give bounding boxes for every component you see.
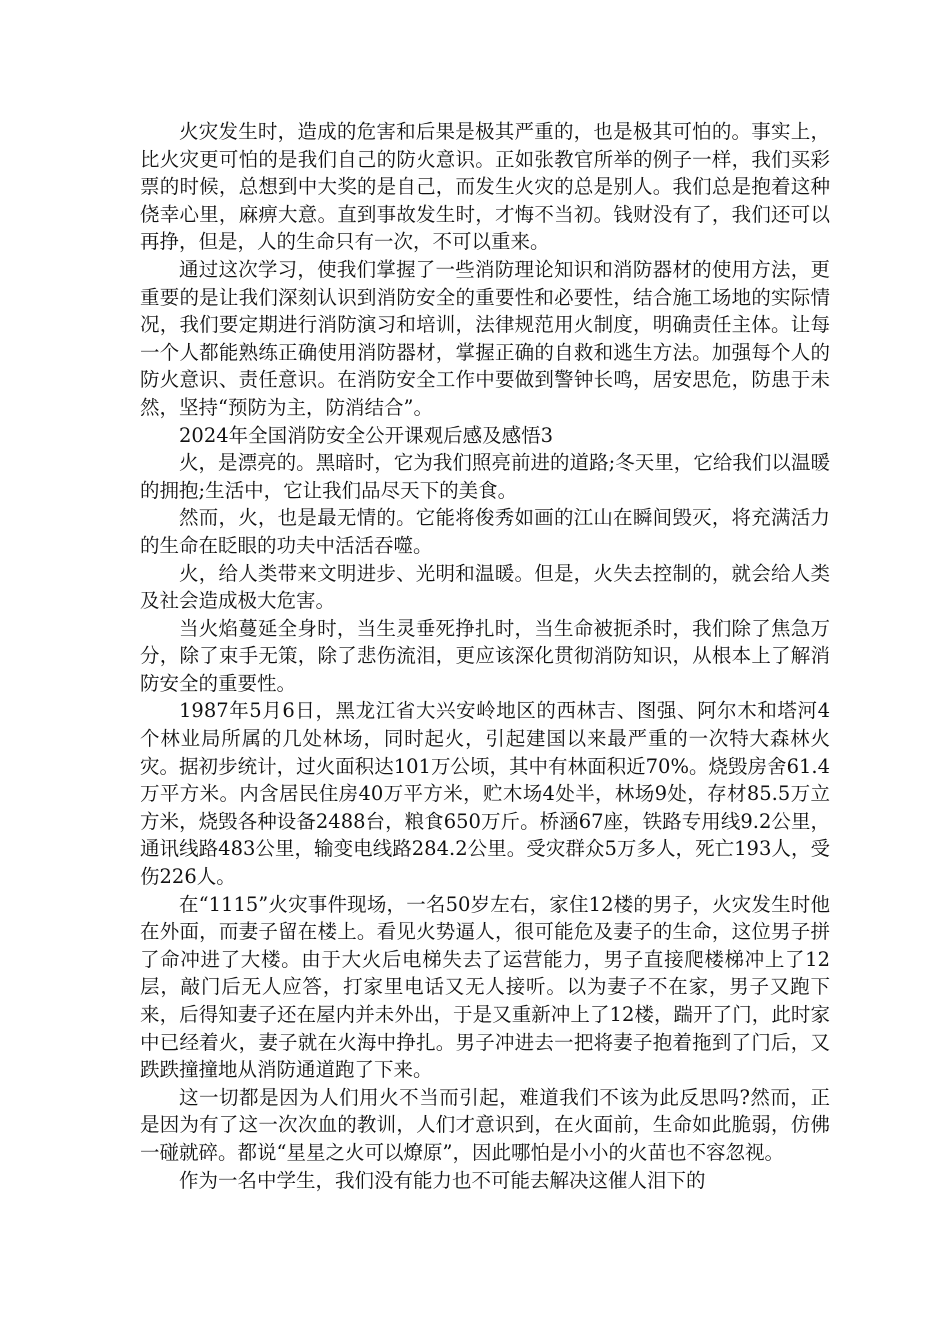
paragraph-fire-danger: 火灾发生时，造成的危害和后果是极其严重的，也是极其可怕的。事实上，比火灾更可怕的是我们自己的防火意识。正如张教官所举的例子一样，我们买彩票的时候，总想到中大奖的是自己，而发生火灾的总是别人。我们总是抱着这种侥幸心里，麻痹大意。直到事故发生时，才悔不当初。钱财没有了，我们还可以再挣，但是，人的生命只有一次，不可以重来。 bbox=[140, 120, 830, 254]
document-body bbox=[140, 118, 830, 1194]
paragraph-student-role: 作为一名中学生，我们没有能力也不可能去解决这催人泪下的 bbox=[179, 1168, 706, 1192]
paragraph-daxinganling-fire: 1987年5月6日，黑龙江省大兴安岭地区的西林吉、图强、阿尔木和塔河4个林业局所属的几处林场，同时起火，引起建国以来最严重的一次特大森林火灾。据初步统计，过火面积达101万公顷，其中有林面积近70%。烧毁房舍61.4万平方米。内含居民住房40万平方米，贮木场4处半，林场9处，存材85.5万立方米，烧毁各种设备2488台，粮食650万斤。桥涵67座，铁路专用线9.2公里，通讯线路483公里，输变电线路284.2公里。受灾群众5万多人，死亡193人，受伤226人。 bbox=[140, 699, 830, 889]
paragraph-reflection: 这一切都是因为人们用火不当而引起，难道我们不该为此反思吗?然而，正是因为有了这一次次血的教训，人们才意识到，在火面前，生命如此脆弱，仿佛一碰就碎。都说“星星之火可以燎原”，因此哪怕是小小的火苗也不容忽视。 bbox=[140, 1085, 830, 1164]
paragraph-study-gains: 通过这次学习，使我们掌握了一些消防理论知识和消防器材的使用方法，更重要的是让我们深刻认识到消防安全的重要性和必要性，结合施工场地的实际情况，我们要定期进行消防演习和培训，法律规范用火制度，明确责任主体。让每一个人都能熟练正确使用消防器材，掌握正确的自救和逃生方法。加强每个人的防火意识、责任意识。在消防安全工作中要做到警钟长鸣，居安思危，防患于未然，坚持“预防为主，防消结合”。 bbox=[140, 257, 830, 419]
paragraph-flames-spread: 当火焰蔓延全身时，当生灵垂死挣扎时，当生命被扼杀时，我们除了焦急万分，除了束手无策，除了悲伤流泪，更应该深化贯彻消防知识，从根本上了解消防安全的重要性。 bbox=[140, 616, 830, 695]
section-heading: 2024年全国消防安全公开课观后感及感悟3 bbox=[179, 423, 554, 447]
paragraph-fire-civilization: 火，给人类带来文明进步、光明和温暖。但是，火失去控制的，就会给人类及社会造成极大危害。 bbox=[140, 561, 830, 613]
paragraph-fire-beauty: 火，是漂亮的。黑暗时，它为我们照亮前进的道路;冬天里，它给我们以温暖的拥抱;生活中，它让我们品尽天下的美食。 bbox=[140, 451, 830, 502]
paragraph-1115-fire: 在“1115”火灾事件现场，一名50岁左右，家住12楼的男子，火灾发生时他在外面，而妻子留在楼上。看见火势逼人，很可能危及妻子的生命，这位男子拼了命冲进了大楼。由于大火后电梯失去了运营能力，男子直接爬楼梯冲上了12层，敲门后无人应答，打家里电话又无人接听。以为妻子不在家，男子又跑下来，后得知妻子还在屋内并未外出，于是又重新冲上了12楼，踹开了门，此时家中已经着火，妻子就在火海中挣扎。男子冲进去一把将妻子抱着拖到了门后，又跌跌撞撞地从消防通道跑了下来。 bbox=[140, 892, 830, 1082]
paragraph-fire-ruthless: 然而，火，也是最无情的。它能将俊秀如画的江山在瞬间毁灭，将充满活力的生命在眨眼的功夫中活活吞噬。 bbox=[140, 506, 830, 557]
